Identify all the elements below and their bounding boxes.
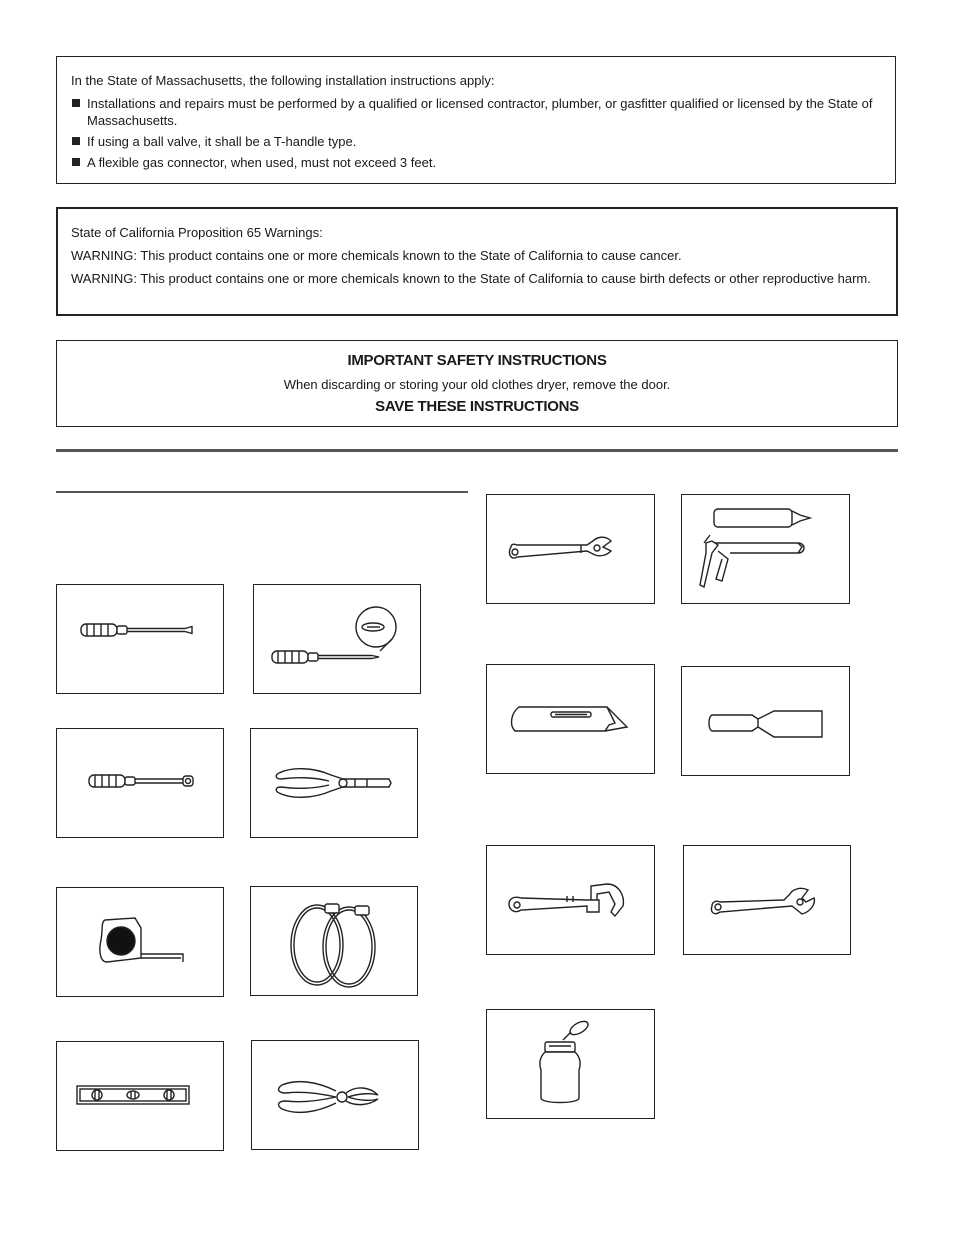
utility-knife-icon (486, 664, 655, 774)
california-title: State of California Proposition 65 Warnings: (71, 225, 323, 240)
massachusetts-intro: In the State of Massachusetts, the following installation instructions apply: (71, 73, 495, 88)
section-divider (56, 449, 898, 452)
wire-cutter-pliers-icon (250, 728, 418, 838)
bullet-square-icon (72, 158, 80, 166)
save-instructions: SAVE THESE INSTRUCTIONS (375, 398, 579, 415)
column-divider (56, 491, 468, 493)
adjustable-wrench-small-icon (683, 845, 851, 955)
caulking-gun-icon (681, 494, 850, 604)
important-safety-box (56, 340, 898, 427)
list-item: Installations and repairs must be performed by a qualified or licensed contractor, plumber, or gasfitter qualified or licensed by the State of Massachusetts. (71, 95, 881, 129)
nut-driver-icon (56, 728, 224, 838)
pipe-wrench-icon (486, 845, 655, 955)
level-icon (56, 1041, 224, 1151)
putty-knife-icon (681, 666, 850, 776)
california-warning-cancer: WARNING: This product contains one or more chemicals known to the State of California to cause cancer. (71, 248, 682, 263)
list-item: A flexible gas connector, when used, must not exceed 3 feet. (71, 154, 881, 171)
flat-blade-screwdriver-icon (56, 584, 224, 694)
pipe-joint-compound-icon (486, 1009, 655, 1119)
slip-joint-pliers-icon (251, 1040, 419, 1150)
california-prop65-warnings (56, 207, 898, 316)
vent-clamps-icon (250, 886, 418, 996)
tape-measure-icon (56, 887, 224, 997)
california-warning-birth-defects: WARNING: This product contains one or more chemicals known to the State of California to cause birth defects or other reproductive harm. (71, 271, 871, 286)
safety-text: When discarding or storing your old clothes dryer, remove the door. (283, 377, 671, 392)
massachusetts-list (71, 95, 881, 171)
adjustable-wrench-icon (486, 494, 655, 604)
safety-heading: IMPORTANT SAFETY INSTRUCTIONS (347, 352, 607, 369)
massachusetts-notice (56, 56, 896, 184)
list-item: If using a ball valve, it shall be a T-handle type. (71, 133, 881, 150)
bullet-square-icon (72, 137, 80, 145)
phillips-screwdriver-icon (253, 584, 421, 694)
bullet-square-icon (72, 99, 80, 107)
